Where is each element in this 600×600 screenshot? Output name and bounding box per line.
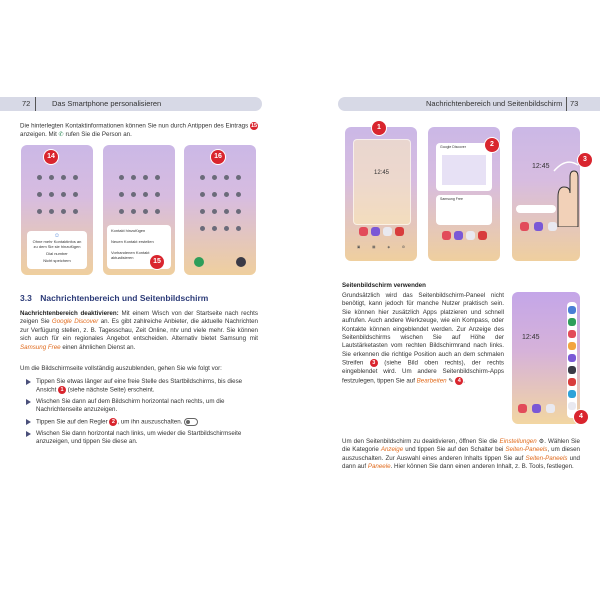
widgets-icon[interactable]: ▦ [372, 245, 376, 249]
contact-popup [27, 231, 87, 269]
bold-lead: Nachrichtenbereich deaktivieren: [20, 310, 119, 317]
callout-badge: 3 [370, 359, 378, 367]
gear-icon: ⚙ [538, 438, 545, 445]
toggle-icon [184, 418, 198, 426]
text: Mit einem Wisch von der Startseite nach rechts zeigen Sie [20, 310, 258, 326]
settings-icon[interactable]: ⚙ [401, 245, 406, 249]
screenshot-edit-mode [345, 127, 417, 261]
bullet-item [36, 430, 258, 447]
callout-badge: 1 [58, 386, 66, 394]
card-title: Google Discover [440, 145, 466, 149]
callout-badge: 4 [455, 377, 463, 385]
text: , um diesen auszuschalten. Zur Auswahl eines anderen Inhalts tippen Sie auf [342, 446, 580, 462]
header-divider [566, 97, 567, 111]
text: Tippen Sie etwas länger auf eine freie Stelle des Startbildschirms, bis diese Ansicht [36, 378, 243, 395]
popup-option[interactable]: Kontakt hinzufügen [111, 228, 146, 233]
bullet-arrow-icon [26, 379, 31, 385]
clock-text: 12:45 [522, 334, 540, 341]
text: an. Es gibt zahlreiche Anbieter, die aktuelle Nachrichten zur Verfügung stellen, z. B. Tagesschau, Zeit Online, ntv und viele mehr. Sie können sich auch für ein regionales Angebot entscheiden. Alternativ bietet Samsung mit [20, 318, 258, 343]
section-number: 3.3 [20, 293, 32, 303]
app-icon [383, 227, 392, 236]
text: Um den Seitenbildschirm zu deaktivieren, öffnen Sie die [342, 438, 500, 445]
discover-card [436, 143, 492, 191]
pencil-icon: ✎ [448, 377, 454, 385]
side-panel-title: Seitenbildschirm verwenden [342, 282, 426, 289]
callout-badge: 15 [250, 123, 258, 129]
text: und tippen Sie auf den Schalter bei [403, 446, 506, 454]
right-page-header [338, 97, 600, 111]
card-image [442, 155, 486, 185]
app-icon [532, 404, 541, 413]
popup-line[interactable]: Nicht speichern [43, 258, 71, 263]
hand-swipe-icon [552, 157, 580, 227]
keyword: Seiten-Paneels [525, 454, 568, 462]
popup-line: zu dem Sie sie hinzufügen [33, 244, 81, 249]
intro-text: anzeigen. Mit [20, 131, 59, 139]
text: . [463, 377, 465, 385]
side-panel-bar[interactable] [567, 302, 577, 418]
news-area-paragraph [20, 310, 258, 352]
app-icon [478, 231, 487, 240]
search-bar[interactable] [516, 205, 556, 213]
wallpaper-icon[interactable]: ▣ [356, 245, 361, 249]
screenshot-side-panel-swipe [512, 127, 580, 261]
screenshot-contact-2 [103, 145, 175, 275]
section-title: Nachrichtenbereich und Seitenbildschirm [40, 293, 209, 303]
keyword: Bearbeiten [416, 377, 447, 385]
app-icon [534, 222, 543, 231]
screenshot-side-panel [512, 292, 580, 424]
samsung-free-card [436, 195, 492, 225]
intro-text: rufen Sie die Person an. [63, 131, 132, 139]
section-heading [20, 293, 208, 303]
side-panel-paragraph [342, 292, 504, 386]
app-icon [442, 231, 451, 240]
right-page-number: 73 [570, 99, 579, 108]
popup-option[interactable]: aktualisieren [111, 255, 134, 260]
text: einen ähnlichen Dienst an. [60, 343, 136, 351]
keyword: Paneele [367, 463, 391, 471]
callout-badge: 2 [485, 138, 499, 152]
app-icon [371, 227, 380, 236]
text: (siehe nächste Seite) erscheint. [66, 387, 155, 395]
text: (siehe Bild oben rechts), der rechts eingeblendet wird. Um andere Seitenbildschirm-Apps festzulegen, tippen Sie auf [342, 359, 505, 385]
text: Wischen Sie dann horizontal nach links, um wieder die Startbildschirmseite anzuzeigen, und tippen Sie diese an. [36, 430, 242, 446]
left-header-title: Das Smartphone personalisieren [52, 99, 162, 108]
callout-badge: 1 [372, 121, 386, 135]
disable-side-panel-paragraph [342, 438, 580, 472]
keyword: Seiten-Paneels [505, 446, 548, 454]
bullet-item [36, 398, 258, 415]
app-icon [546, 404, 555, 413]
app-icon [395, 227, 404, 236]
card-title: Samsung Free [440, 197, 463, 201]
callout-badge: 16 [211, 150, 225, 164]
bullet-item [36, 378, 258, 395]
app-icon [520, 222, 529, 231]
instruction-lead: Um die Bildschirmseite vollständig auszublenden, gehen Sie wie folgt vor: [20, 365, 222, 372]
callout-badge: 15 [150, 255, 164, 269]
phone-icon: ✆ [58, 131, 64, 139]
callout-badge: 14 [44, 150, 58, 164]
text: . Hier können Sie dann einen anderen Inhalt, z. B. Tools, festlegen. [390, 463, 574, 471]
keyword: Einstellungen [499, 438, 537, 445]
app-icon [466, 231, 475, 240]
left-page-number: 72 [22, 99, 31, 108]
text: Tippen Sie auf den Regler [36, 418, 110, 426]
popup-line[interactable]: Dial number [46, 251, 68, 256]
themes-icon[interactable]: ◈ [387, 245, 391, 249]
phone-app-icon[interactable] [194, 257, 204, 267]
app-grid [196, 175, 244, 231]
app-grid [115, 175, 163, 214]
header-divider [35, 97, 36, 111]
text: Grundsätzlich wird das Seitenbildschirm-Paneel nicht benötigt, kann jedoch für manche Nutzer praktisch sein. Sie können hier zusätzlich Apps platzieren und schnell aufrufen. Auch andere Werkzeuge, wie ein Kompass, oder Kontakte können eingeblendet werden. Zur Anzeige des Seitenbildschirms wischen Sie auf Höhe der Lautstärketasten vom rechten Bildschirmrand nach links. Sie erkennen die richtige Position auch an dem schmalen Streifen [342, 292, 504, 367]
intro-text: Die hinterlegten Kontaktinformationen können Sie nun durch Antippen des Eintrags [20, 122, 250, 130]
callout-badge: 3 [578, 153, 592, 167]
popup-option[interactable]: Neuen Kontakt erstellen [111, 239, 154, 244]
keyword: Samsung Free [20, 343, 61, 351]
bullet-item [36, 418, 258, 427]
callout-badge: 4 [574, 410, 588, 424]
app-icon [454, 231, 463, 240]
home-page-preview [353, 139, 411, 225]
app-grid [33, 175, 81, 214]
text: Wischen Sie dann auf dem Bildschirm horizontal nach rechts, um die Nachrichtenseite anzuzeigen. [36, 398, 225, 414]
keyword: Google Discover [51, 318, 99, 326]
callout-badge: 2 [109, 418, 117, 426]
edit-toolbar [351, 245, 411, 255]
right-header-title: Nachrichtenbereich und Seitenbildschirm [426, 99, 563, 108]
intro-paragraph [20, 122, 258, 139]
screenshot-contact-3 [184, 145, 256, 275]
popup-line: Ohne mehr Kontaktinfos an [32, 239, 82, 244]
apps-grid-icon[interactable] [236, 257, 246, 267]
person-icon: ☺ [53, 233, 61, 239]
bullet-arrow-icon [26, 431, 31, 437]
text: , um ihn auszuschalten. [117, 418, 183, 426]
clock-text: 12:45 [532, 163, 550, 170]
text: . Wählen Sie die Kategorie [342, 438, 580, 454]
bullet-arrow-icon [26, 419, 31, 425]
left-page-header [0, 97, 262, 111]
popup-option[interactable]: Vorhandenen Kontakt [111, 250, 150, 255]
text: und dann auf [342, 454, 580, 471]
bullet-arrow-icon [26, 399, 31, 405]
app-icon [359, 227, 368, 236]
app-icon [518, 404, 527, 413]
screenshot-contact-1 [21, 145, 93, 275]
keyword: Anzeige [380, 446, 404, 454]
clock-text: 12:45 [374, 170, 390, 176]
